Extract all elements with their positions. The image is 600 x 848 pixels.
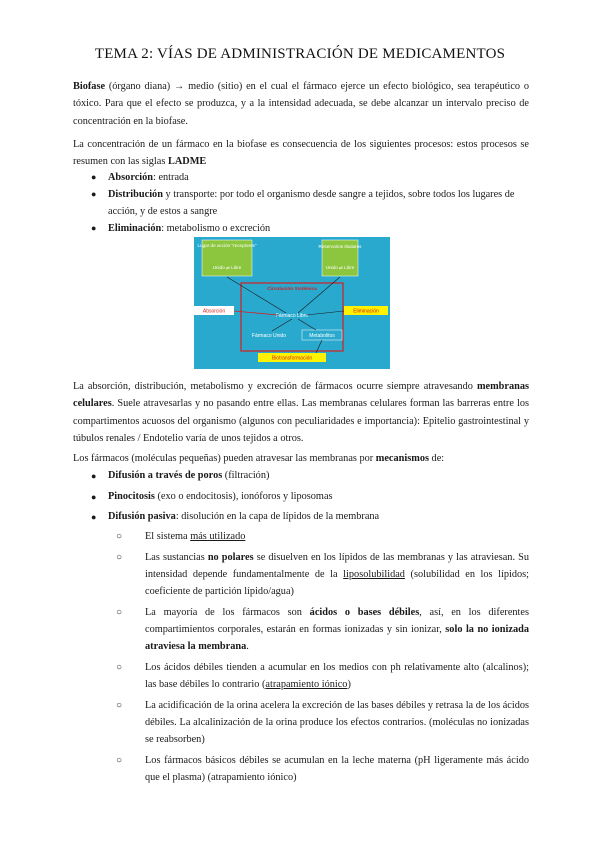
mechanisms-text-c: de: [428, 453, 445, 464]
paragraph-biofase [73, 78, 529, 130]
s4-text-a: Los ácidos débiles tienden a acumular en los medios con ph relativamente alto (alcalinos); las base débiles lo contrario ( [145, 662, 529, 690]
circle-bullet-icon: ○ [116, 662, 123, 673]
s2-text-e: (solubilidad en los lípidos; coeficiente de partición lípido/agua) [145, 569, 529, 597]
biofase-definition: (órgano diana) → medio (sitio) en el cual el fármaco ejerce un efecto biológico, sea terapéutico o tóxico. Para que el efecto se produzca, y a la intensidad adecuada, se debe alcanzar un intervalo preciso de concentración en la biofase. [73, 81, 529, 127]
page-title: TEMA 2: VÍAS DE ADMINISTRACIÓN DE MEDICAMENTOS [94, 46, 506, 62]
reservoir-box-title: Reservorios tisulares [318, 244, 362, 249]
reservoir-box-sub: Unido ⇌ Libre [325, 265, 355, 270]
free-drug-label: Fármaco Libre [275, 313, 309, 319]
list-item [116, 528, 529, 545]
list-item [116, 659, 529, 693]
biotransform-label: Biotransformación [271, 355, 313, 362]
s3-text-c: , así, en los diferentes compartimientos corporales, estarán en formas ionizadas y sin ionizar, [145, 607, 529, 635]
bound-drug-label: Fármaco Unido [251, 333, 287, 339]
s3-text-a: La mayoría de los fármacos son [145, 607, 310, 618]
ladme-diagram [194, 237, 390, 369]
s2-underlined: liposolubilidad [343, 569, 405, 580]
bullet-icon: ● [91, 172, 97, 182]
circle-bullet-icon: ○ [116, 531, 123, 542]
bullet-icon: ● [91, 223, 97, 233]
s3-text-e: . [246, 641, 249, 652]
s5-text: La acidificación de la orina acelera la excreción de las bases débiles y retrasa la de los ácidos débiles. La alcalinización de la orina produce los efectos contrarios. (moléculas no ionizadas se reabsorben) [145, 700, 529, 745]
circle-bullet-icon: ○ [116, 700, 123, 711]
paragraph-ladme [73, 136, 529, 171]
circle-bullet-icon: ○ [116, 755, 123, 766]
absorption-label: Absorción [202, 308, 226, 315]
bullet-icon: ● [91, 512, 97, 522]
list-item [116, 549, 529, 600]
list-item-term: Pinocitosis [108, 490, 155, 502]
membranes-text-c: . Suele atravesarlas y no pasando entre ellas. Las membranas celulares forman las barreras entre los compartimentos acuosos del organismo (algunos con peculiaridades e importancia): Epitelio gastrointestinal y túbulos renales / Endotelio varía de unos tejidos a otros. [73, 398, 529, 444]
s1-underlined: más utilizado [190, 531, 246, 542]
s2-bold: no polares [207, 552, 254, 563]
bullet-icon: ● [91, 189, 97, 199]
s3-bold: ácidos o bases débiles [309, 607, 420, 618]
ladme-list [73, 169, 529, 237]
list-item [73, 169, 529, 186]
mechanisms-term: mecanismos [375, 453, 429, 464]
s2-text-a: Las sustancias [145, 552, 208, 563]
list-item-term: Difusión a través de poros [108, 470, 223, 481]
elimination-label: Eliminación [353, 308, 379, 315]
list-item [73, 507, 529, 528]
circle-bullet-icon: ○ [116, 552, 123, 563]
list-item [116, 697, 529, 748]
circle-bullet-icon: ○ [116, 607, 123, 618]
list-item-term: Eliminación [108, 223, 162, 234]
list-item [73, 220, 529, 237]
list-item [73, 186, 529, 220]
ladme-acronym: LADME [167, 156, 207, 168]
s6-text: Los fármacos básicos débiles se acumulan en la leche materna (pH ligeramente más ácido que el plasma) (atrapamiento iónico) [145, 755, 529, 783]
s2-text-c: se disuelven en los lípidos de las membranas y las atraviesan. Su intensidad depende fundamentalmente de la [145, 552, 529, 580]
s4-underlined: atrapamiento iónico [265, 679, 348, 690]
s1-text: El sistema [145, 531, 191, 542]
bullet-icon: ● [91, 491, 97, 502]
list-item-desc: (filtración) [222, 470, 270, 481]
mechanisms-text-a: Los fármacos (moléculas pequeñas) pueden atravesar las membranas por [73, 453, 376, 464]
paragraph-mechanisms [73, 450, 529, 467]
list-item-term: Difusión pasiva [108, 511, 176, 522]
list-item-term: Distribución [108, 189, 163, 200]
list-item-desc: : disolución en la capa de lípidos de la membrana [175, 511, 380, 522]
passive-diffusion-list [116, 528, 529, 786]
list-item-desc: (exo o endocitosis), ionóforos y liposomas [154, 490, 333, 502]
list-item-desc: y transporte: por todo el organismo desde sangre a tejidos, sobre todos los lugares de acción, y de estos a sangre [108, 189, 515, 217]
receptor-box-title: Lugar de acción "receptores" [197, 243, 257, 248]
s4-text-c: ) [347, 679, 351, 690]
metabolites-label: Metabolitos [309, 333, 335, 339]
list-item [116, 604, 529, 655]
receptor-box-sub: Unido ⇌ Libre [212, 265, 242, 270]
list-item-desc: : metabolismo o excreción [161, 223, 271, 234]
bullet-icon: ● [91, 471, 97, 481]
list-item [116, 752, 529, 786]
ladme-intro: La concentración de un fármaco en la biofase es consecuencia de los siguientes procesos: estos procesos se resumen con las siglas [73, 139, 529, 168]
s3-bold-2: solo la no ionizada atraviesa la membrana [145, 624, 529, 652]
list-item-desc: : entrada [153, 172, 189, 183]
membranes-text-a: La absorción, distribución, metabolismo y excreción de fármacos ocurre siempre atravesando [73, 381, 477, 392]
mechanism-list [73, 466, 529, 528]
list-item [73, 487, 529, 508]
paragraph-membranes [73, 378, 529, 447]
membranes-term: membranas celulares [73, 381, 529, 410]
term-biofase: Biofase [73, 81, 106, 92]
circulation-title: Circulación Sistémica [267, 287, 317, 292]
list-item-term: Absorción [108, 172, 154, 183]
list-item [73, 466, 529, 487]
